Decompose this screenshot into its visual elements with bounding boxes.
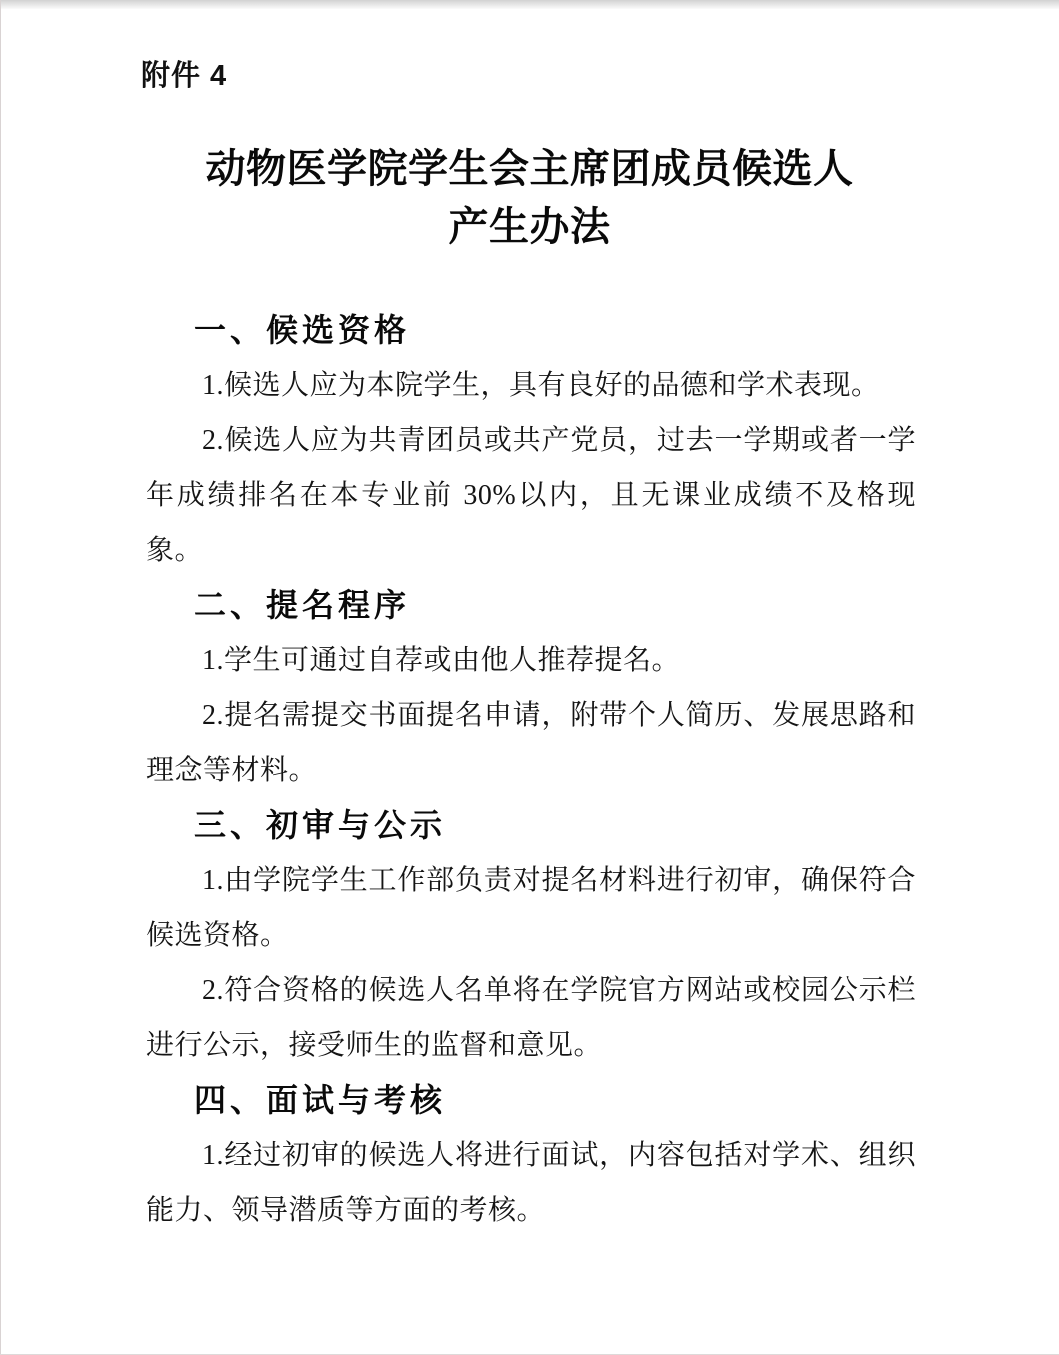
section-4-item-1: 1.经过初审的候选人将进行面试，内容包括对学术、组织能力、领导潜质等方面的考核。 bbox=[146, 1140, 916, 1226]
section-3-heading: 三、初审与公示 bbox=[194, 807, 447, 843]
section-3-item-2: 2.符合资格的候选人名单将在学院官方网站或校园公示栏进行公示，接受师生的监督和意见。 bbox=[146, 975, 916, 1061]
section-1-heading: 一、候选资格 bbox=[194, 312, 411, 348]
section-4-heading: 四、面试与考核 bbox=[194, 1082, 447, 1118]
attachment-label: 附件 4 bbox=[141, 60, 228, 92]
section-2-heading: 二、提名程序 bbox=[194, 587, 411, 623]
document-title-line-2: 产生办法 bbox=[448, 204, 611, 249]
section-3-item-1: 1.由学院学生工作部负责对提名材料进行初审，确保符合候选资格。 bbox=[146, 865, 916, 951]
document-title bbox=[0, 140, 1059, 256]
section-2-item-2: 2.提名需提交书面提名申请，附带个人简历、发展思路和理念等材料。 bbox=[146, 700, 916, 786]
section-1-item-2: 2.候选人应为共青团员或共产党员，过去一学期或者一学年成绩排名在本专业前 30%以内，且无课业成绩不及格现象。 bbox=[146, 425, 916, 566]
document-body bbox=[146, 303, 916, 1238]
page-top-edge bbox=[0, 0, 1059, 9]
section-2-item-1: 1.学生可通过自荐或由他人推荐提名。 bbox=[202, 645, 681, 676]
document-title-line-1: 动物医学院学生会主席团成员候选人 bbox=[205, 146, 854, 191]
section-1-item-1: 1.候选人应为本院学生，具有良好的品德和学术表现。 bbox=[202, 370, 880, 401]
